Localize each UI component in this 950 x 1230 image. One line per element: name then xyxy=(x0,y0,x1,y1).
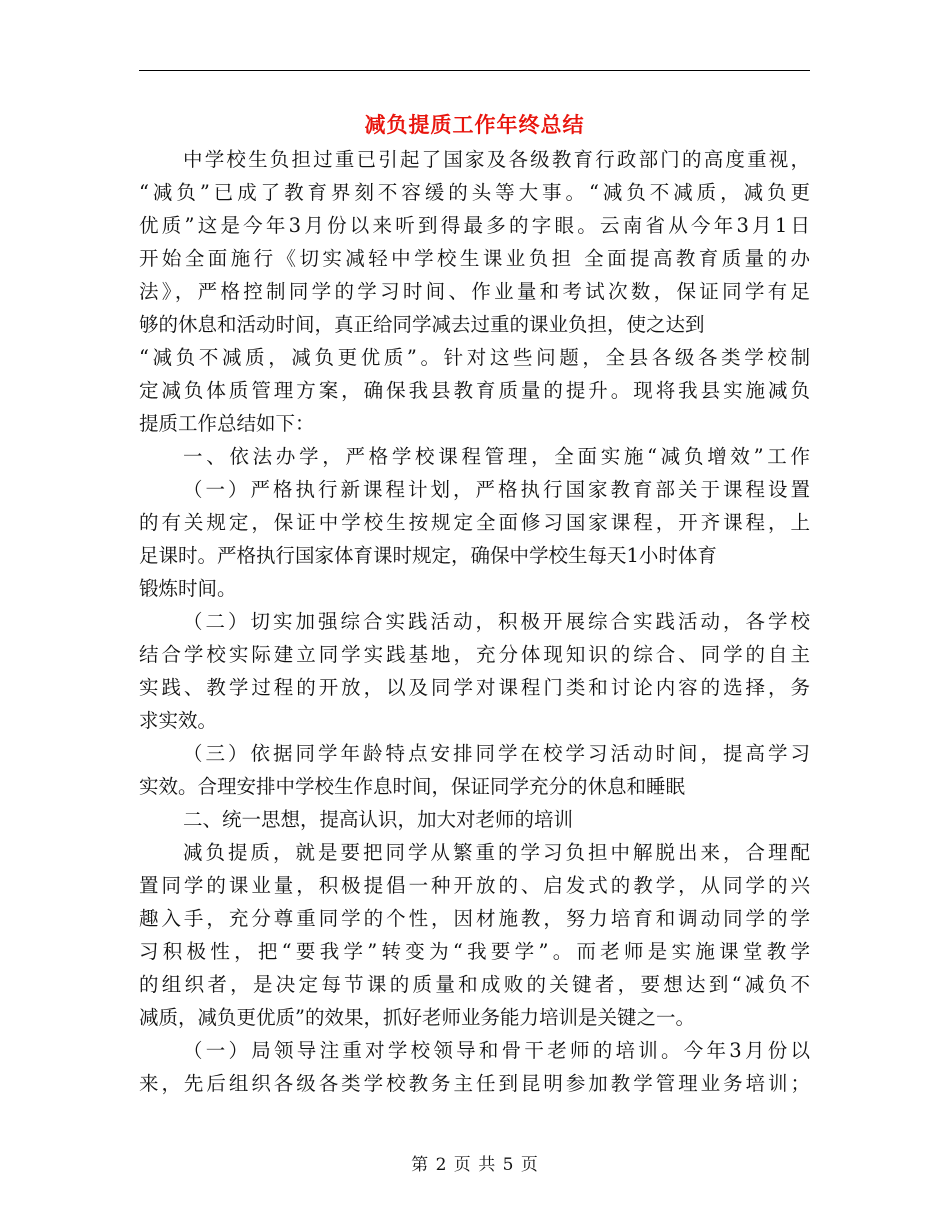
document-body xyxy=(139,143,810,1100)
body-line: 定减负体质管理方案，确保我县教育质量的提升。现将我县实施减负 xyxy=(139,379,810,402)
body-line: “减负不减质，减负更优质”。针对这些问题，全县各级各类学校制 xyxy=(139,346,810,369)
body-line: 够的休息和活动时间，真正给同学减去过重的课业负担，使之达到 xyxy=(139,313,705,336)
page-number-footer: 第 2 页 共 5 页 xyxy=(411,1155,539,1175)
body-line: （二）切实加强综合实践活动，积极开展综合实践活动，各学校 xyxy=(183,610,810,633)
body-line: 实效。合理安排中学校生作息时间，保证同学充分的休息和睡眠 xyxy=(139,775,686,798)
body-line: 锻炼时间。 xyxy=(139,577,237,600)
body-line: 的组织者，是决定每节课的质量和成败的关键者，要想达到“减负不 xyxy=(139,973,810,996)
body-line: 趣入手，充分尊重同学的个性，因材施教，努力培育和调动同学的学 xyxy=(139,907,810,930)
body-line: 习积极性，把“要我学”转变为“我要学”。而老师是实施课堂教学 xyxy=(139,940,810,963)
body-line: 实践、教学过程的开放，以及同学对课程门类和讨论内容的选择，务 xyxy=(139,676,810,699)
body-line: “减负”已成了教育界刻不容缓的头等大事。“减负不减质，减负更 xyxy=(139,181,810,204)
body-line: 来，先后组织各级各类学校教务主任到昆明参加教学管理业务培训； xyxy=(139,1072,810,1095)
body-line: 结合学校实际建立同学实践基地，充分体现知识的综合、同学的自主 xyxy=(139,643,810,666)
body-line: 提质工作总结如下： xyxy=(139,412,315,435)
body-line: 二、统一思想，提高认识，加大对老师的培训 xyxy=(183,808,574,831)
body-line: 减质，减负更优质”的效果，抓好老师业务能力培训是关键之一。 xyxy=(139,1006,695,1029)
header-rule xyxy=(139,70,810,71)
body-line: 法》，严格控制同学的学习时间、作业量和考试次数，保证同学有足 xyxy=(139,280,810,303)
body-line: 置同学的课业量，积极提倡一种开放的、启发式的教学，从同学的兴 xyxy=(139,874,810,897)
body-line: 优质”这是今年3月份以来听到得最多的字眼。云南省从今年3月1日 xyxy=(139,214,810,237)
body-line: 求实效。 xyxy=(139,709,218,732)
body-line: 开始全面施行《切实减轻中学校生课业负担 全面提高教育质量的办 xyxy=(139,247,810,270)
document-title: 减负提质工作年终总结 xyxy=(364,112,585,137)
body-line: （一）局领导注重对学校领导和骨干老师的培训。今年3月份以 xyxy=(183,1039,810,1062)
body-line: 一、依法办学，严格学校课程管理，全面实施“减负增效”工作 xyxy=(183,445,810,468)
body-line: 减负提质，就是要把同学从繁重的学习负担中解脱出来，合理配 xyxy=(183,841,810,864)
body-line: （三）依据同学年龄特点安排同学在校学习活动时间，提高学习 xyxy=(183,742,810,765)
body-line: 的有关规定，保证中学校生按规定全面修习国家课程，开齐课程，上 xyxy=(139,511,810,534)
body-line: 足课时。严格执行国家体育课时规定，确保中学校生每天1小时体育 xyxy=(139,544,717,567)
body-line: （一）严格执行新课程计划，严格执行国家教育部关于课程设置 xyxy=(183,478,810,501)
body-line: 中学校生负担过重已引起了国家及各级教育行政部门的高度重视， xyxy=(183,148,810,171)
